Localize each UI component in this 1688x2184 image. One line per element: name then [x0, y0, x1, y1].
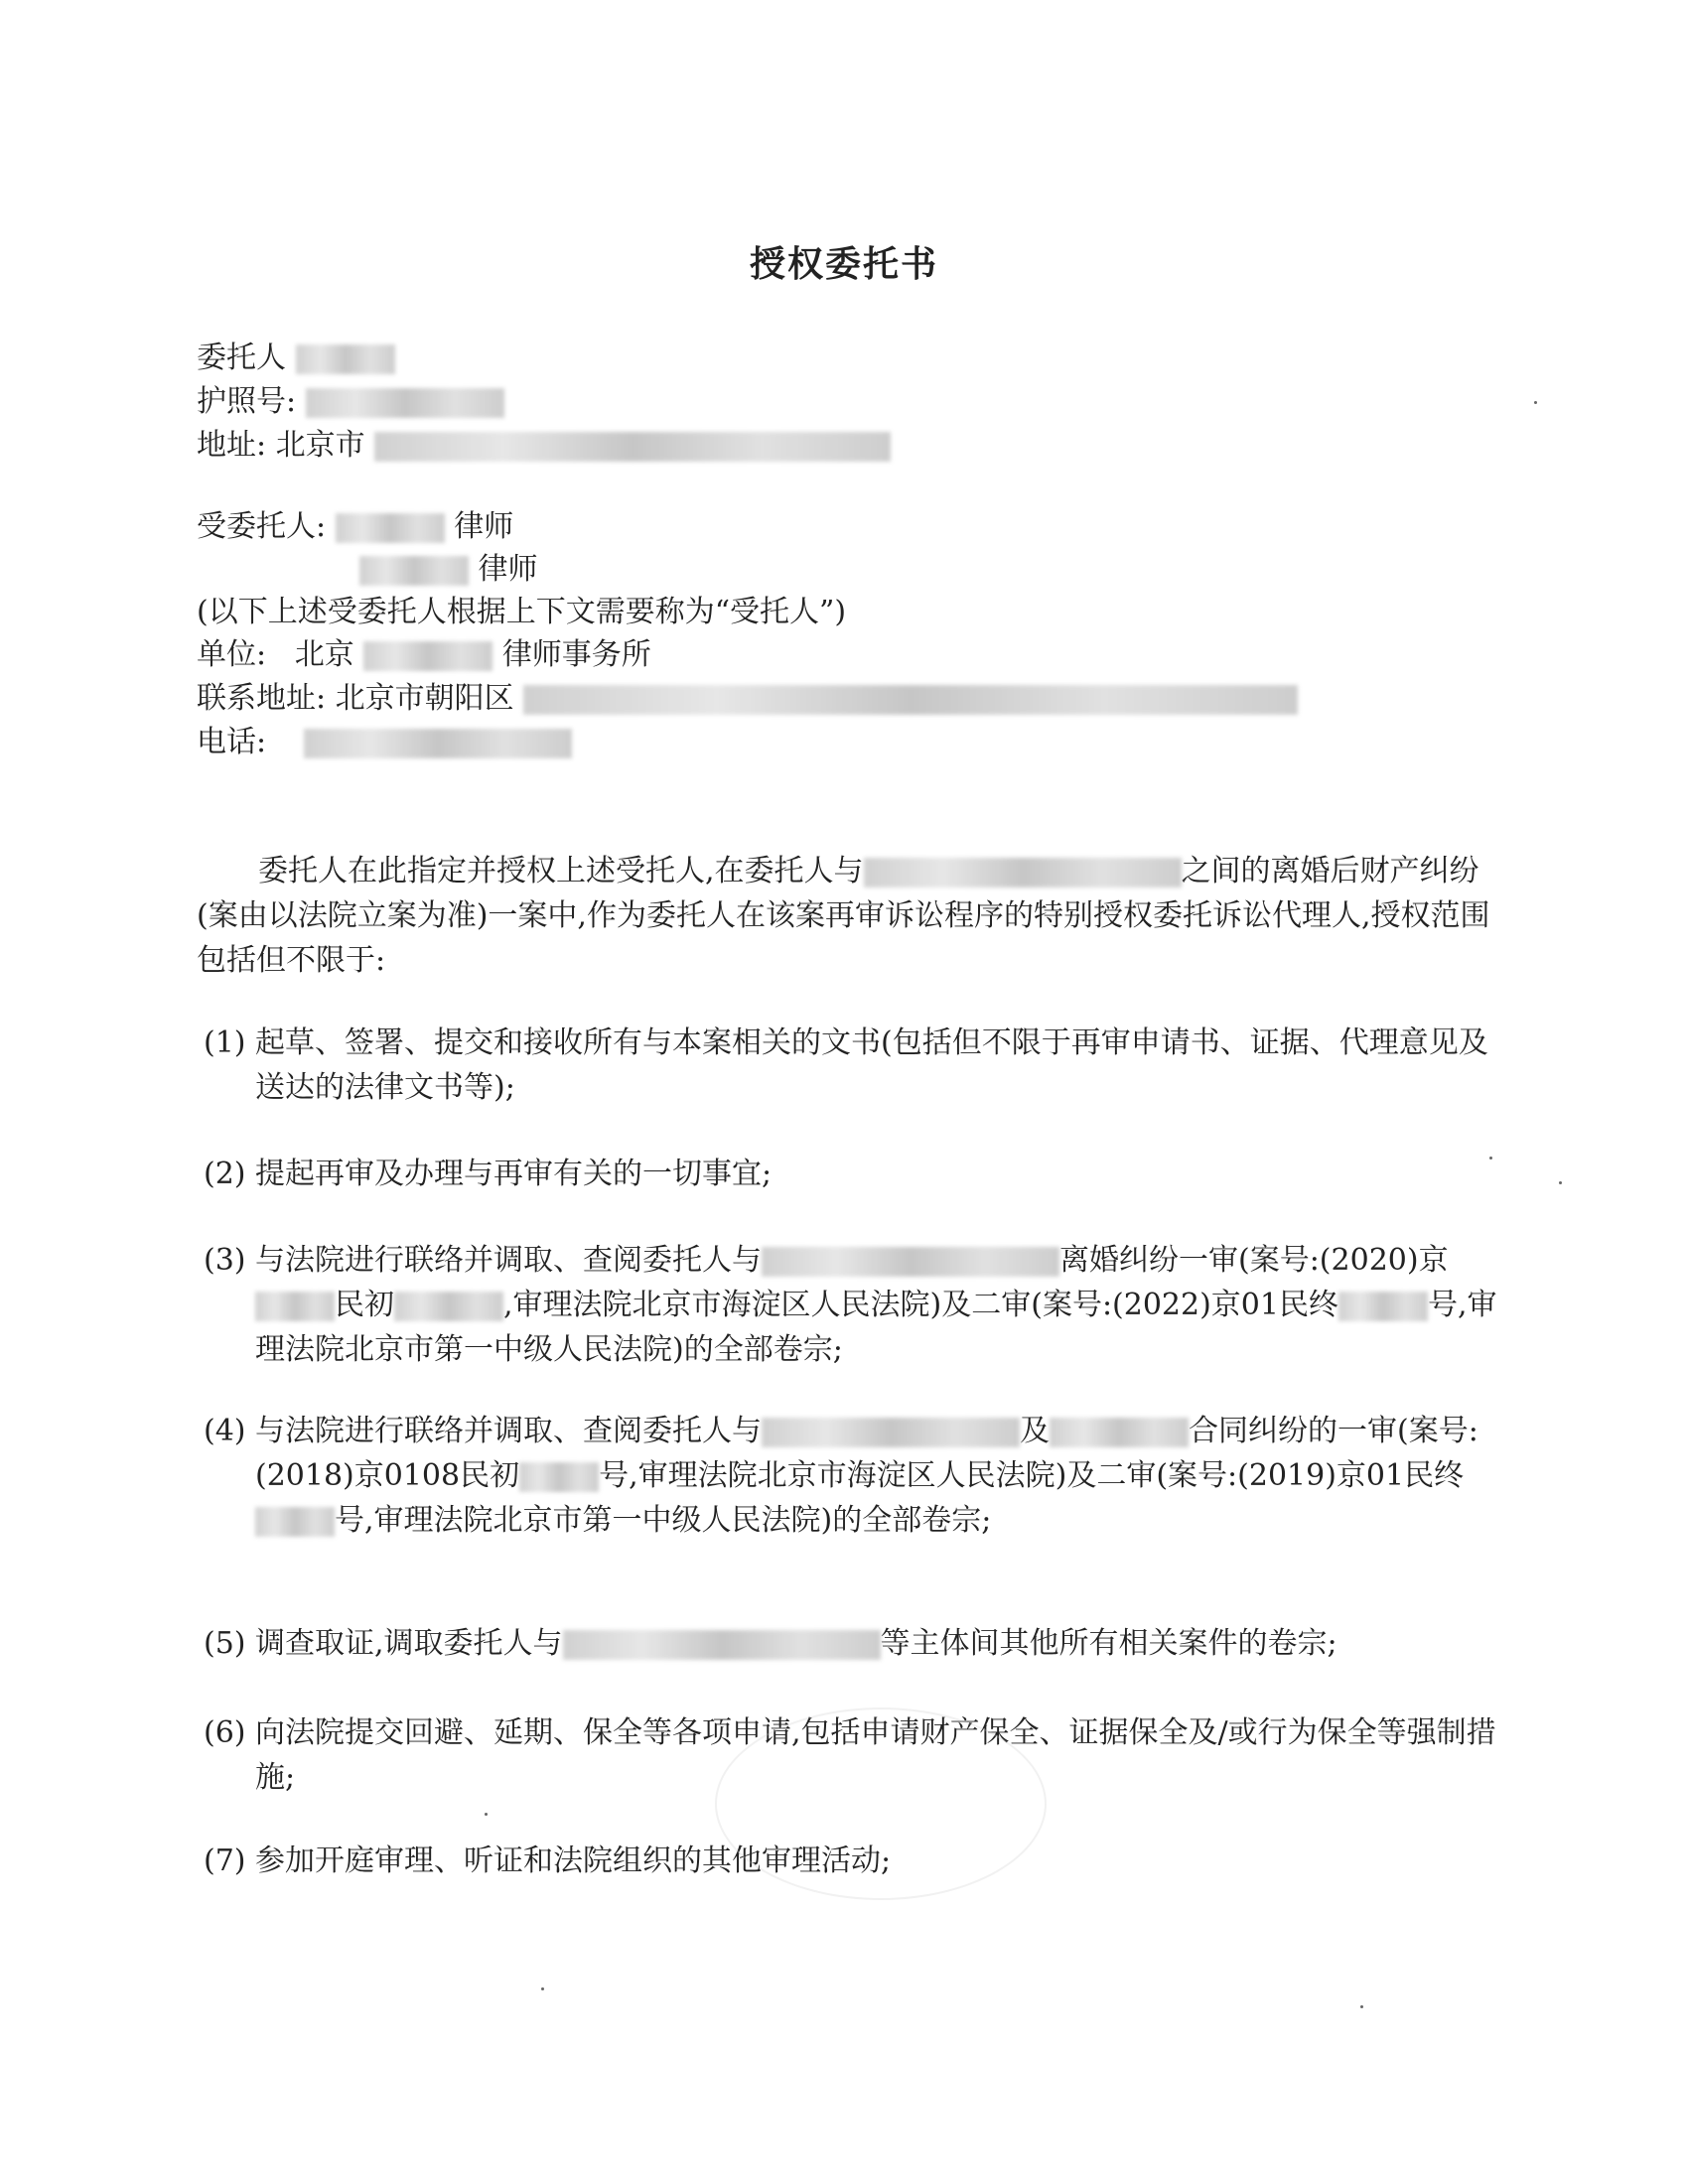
item-text: 与法院进行联络并调取、查阅委托人与 及 合同纠纷的一审(案号:(2018)京0108民初 号,审理法院北京市海淀区人民法院)及二审(案号:(2019)京01民终号,审理法院北京市第一中级人民法院)的全部卷宗; — [255, 1414, 1478, 1538]
principal-name-label: 委托人 — [197, 341, 286, 375]
list-item: (2) 提起再审及办理与再审有关的一切事宜; — [204, 1152, 1504, 1196]
unit-suffix: 律师事务所 — [501, 637, 651, 672]
contact-label: 联系地址: — [197, 681, 327, 716]
intro-part1: 委托人在此指定并授权上述受托人,在委托人与 — [258, 854, 864, 888]
scan-speck — [1534, 401, 1537, 404]
agent-note: (以下上述受委托人根据上下文需要称为“受托人”) — [197, 595, 847, 629]
agent-unit-line — [197, 634, 651, 676]
redacted-agent-2 — [359, 556, 469, 586]
item-text: 起草、签署、提交和接收所有与本案相关的文书(包括但不限于再审申请书、证据、代理意见及送达的法律文书等); — [255, 1025, 1488, 1105]
agent-label: 受委托人: — [197, 509, 327, 544]
item-text: 与法院进行联络并调取、查阅委托人与 离婚纠纷一审(案号:(2020)京民初 ,审理法院北京市海淀区人民法院)及二审(案号:(2022)京01民终 号,审理法院北京市第一中级人民法院)的全部卷宗; — [255, 1243, 1497, 1367]
unit-label: 单位: — [197, 637, 267, 672]
redacted-passport — [306, 388, 504, 418]
item-text: 提起再审及办理与再审有关的一切事宜; — [255, 1157, 773, 1191]
principal-passport-line — [197, 381, 504, 423]
redacted-phone — [304, 729, 572, 758]
redacted-case-no — [394, 1292, 503, 1321]
scan-speck — [541, 1987, 544, 1990]
phone-label: 电话: — [197, 725, 267, 759]
list-item: (5) 调查取证,调取委托人与 等主体间其他所有相关案件的卷宗; — [204, 1621, 1504, 1666]
unit-prefix: 北京 — [294, 637, 354, 672]
address-label: 地址: — [197, 428, 267, 463]
redacted-party — [563, 1630, 881, 1660]
scan-speck — [1489, 1157, 1492, 1160]
item-text: 参加开庭审理、听证和法院组织的其他审理活动; — [255, 1843, 892, 1878]
scan-speck — [1559, 1181, 1562, 1184]
contact-visible: 北京市朝阳区 — [335, 681, 514, 716]
redacted-contact — [523, 685, 1298, 715]
redacted-name — [296, 344, 395, 374]
list-item: (3) 与法院进行联络并调取、查阅委托人与 离婚纠纷一审(案号:(2020)京民初 ,审理法院北京市海淀区人民法院)及二审(案号:(2022)京01民终 号,审理法院北京市第一中级人民法院)的全部卷宗; — [204, 1238, 1504, 1372]
agent-contact-line — [197, 678, 1298, 720]
intro-paragraph — [197, 849, 1497, 983]
redacted-party — [762, 1418, 1020, 1447]
redacted-counterparty — [864, 858, 1182, 887]
redacted-case-no — [1338, 1292, 1428, 1321]
redacted-case-no — [255, 1507, 335, 1537]
agent-line-2 — [359, 549, 538, 591]
redacted-unit — [363, 641, 492, 671]
item-text: 向法院提交回避、延期、保全等各项申请,包括申请财产保全、证据保全及/或行为保全等强制措施; — [255, 1715, 1496, 1795]
scan-speck — [1360, 2005, 1363, 2008]
list-item: (1) 起草、签署、提交和接收所有与本案相关的文书(包括但不限于再审申请书、证据、代理意见及送达的法律文书等); — [204, 1021, 1504, 1110]
list-item: (7) 参加开庭审理、听证和法院组织的其他审理活动; — [204, 1839, 1504, 1883]
list-item: (4) 与法院进行联络并调取、查阅委托人与 及 合同纠纷的一审(案号:(2018)京0108民初 号,审理法院北京市海淀区人民法院)及二审(案号:(2019)京01民终号,审理法院北京市第一中级人民法院)的全部卷宗; — [204, 1409, 1504, 1543]
redacted-address — [374, 432, 891, 462]
principal-address-line — [197, 425, 891, 467]
intro-part2: 之间的离婚后财产纠纷(案由以法院立案为准)一案中,作为委托人在该案再审诉讼程序的特别授权委托诉讼代理人,授权范围包括但不限于: — [197, 854, 1490, 978]
document-title: 授权委托书 — [749, 243, 938, 285]
scan-speck — [485, 1813, 488, 1816]
list-item: (6) 向法院提交回避、延期、保全等各项申请,包括申请财产保全、证据保全及/或行为保全等强制措施; — [204, 1710, 1504, 1800]
faint-stamp — [715, 1707, 1047, 1900]
principal-name-line — [197, 338, 395, 379]
passport-label: 护照号: — [197, 384, 297, 419]
redacted-case-no — [255, 1292, 335, 1321]
lawyer2-suffix: 律师 — [478, 552, 538, 587]
agent-phone-line — [197, 722, 572, 763]
lawyer1-suffix: 律师 — [454, 509, 514, 544]
redacted-party — [1050, 1418, 1189, 1447]
address-visible: 北京市 — [275, 428, 365, 463]
redacted-case-no — [519, 1462, 599, 1492]
item-text: 调查取证,调取委托人与 等主体间其他所有相关案件的卷宗; — [255, 1626, 1337, 1661]
agent-line-1 — [197, 506, 513, 548]
redacted-agent-1 — [336, 513, 445, 543]
redacted-party — [762, 1247, 1059, 1277]
